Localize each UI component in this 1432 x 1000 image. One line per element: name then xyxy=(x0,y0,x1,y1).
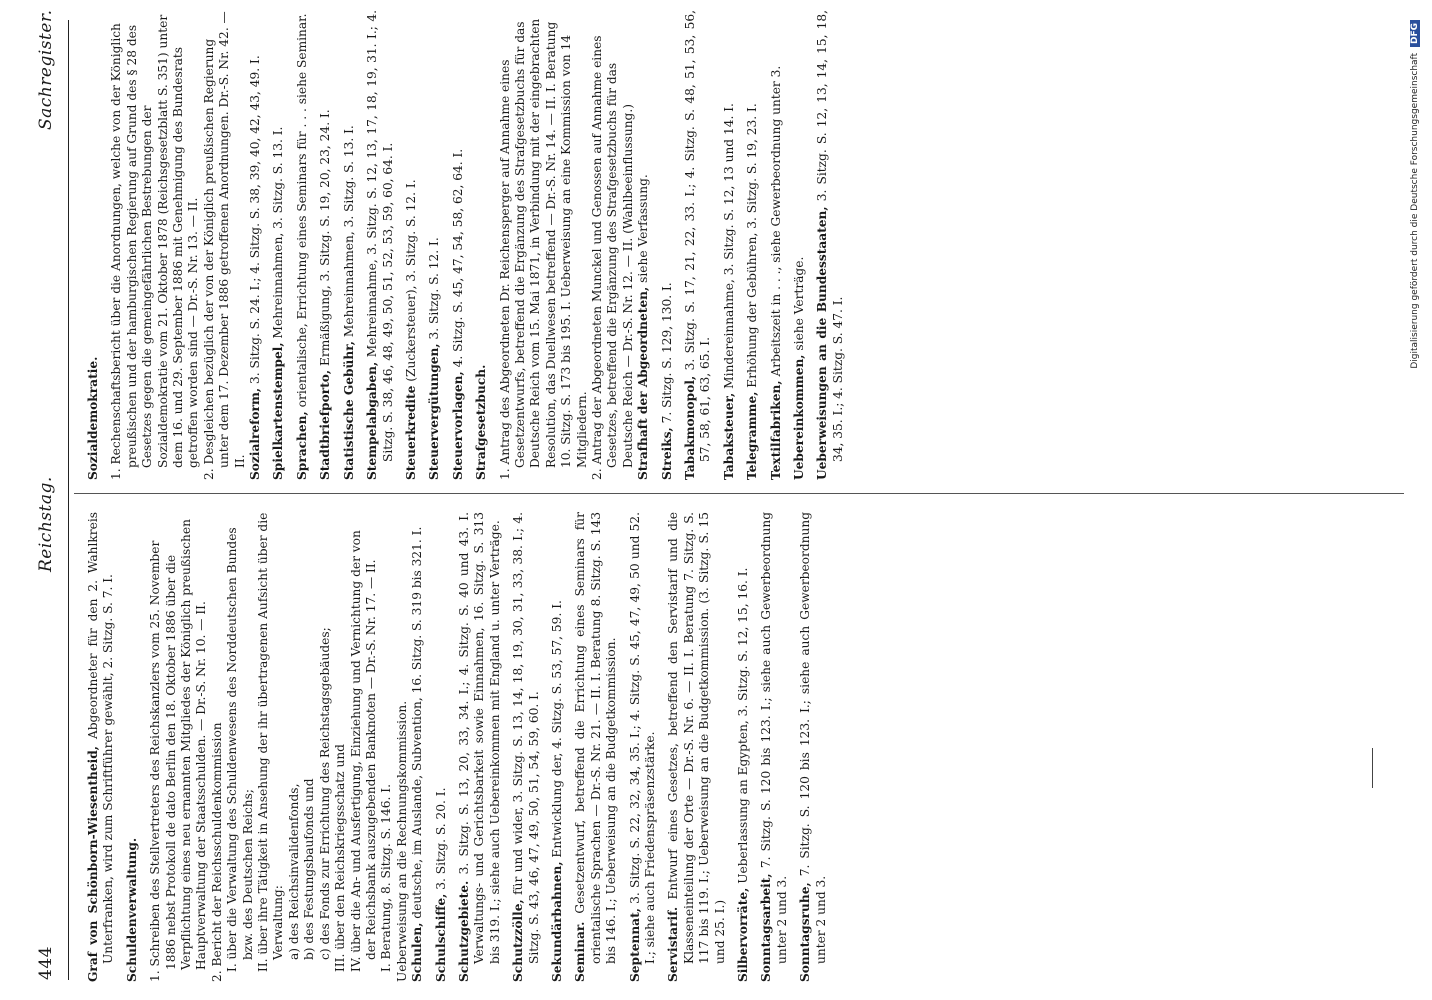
entry-keyword: Ueberweisungen an die Bundesstaaten, xyxy=(815,206,830,480)
entry-text: Mehreinnahme, 3. Sitzg. S. 12, 13, 17, 18, 19, 31. I.; 4. Sitzg. S. 38, 46, 48, 49, 50, 51, 52, 53, 59, 60, 64. I. xyxy=(365,10,395,462)
index-entry xyxy=(256,512,287,982)
entry-keyword: Tabaksteuer, xyxy=(721,392,736,480)
left-column xyxy=(86,512,837,982)
index-entry xyxy=(792,10,807,480)
entry-keyword: Tabakmonopol, xyxy=(683,375,697,480)
entry-text: 7. Sitzg. S. 120 bis 123. I.; siehe auch Gewerbeordnung unter 2 und 3. xyxy=(759,512,789,964)
entry-text: 3. Sitzg. S. 12. I. xyxy=(427,237,442,344)
entry-keyword: Sekundärbahnen, xyxy=(549,861,564,982)
index-entry xyxy=(628,512,659,982)
entry-keyword: Strafgesetzbuch. xyxy=(474,364,489,480)
entry-text: Abgeordneter für den 2. Wahlkreis Unterfranken, wird zum Schriftführer gewählt, 2. Sitzg. S. 7. I. xyxy=(86,512,116,964)
index-entry xyxy=(202,10,248,480)
index-entry xyxy=(302,512,317,982)
index-entry xyxy=(736,512,751,982)
entry-text: siehe Verträge. xyxy=(792,256,807,355)
entry-text: Erhöhung der Gebühren, 3. Sitzg. S. 19, 23. I. xyxy=(745,103,760,392)
index-entry xyxy=(379,512,394,982)
entry-keyword: Spielkartenstempel, xyxy=(271,342,286,480)
index-entry xyxy=(410,512,425,982)
entry-text: c) des Fonds zur Errichtung des Reichstagsgebäudes; xyxy=(317,627,332,960)
index-entry xyxy=(125,512,140,982)
entry-keyword: Schutzzölle, xyxy=(511,899,526,982)
index-entry xyxy=(109,10,201,480)
index-entry xyxy=(342,10,357,480)
entry-keyword: Septennat, xyxy=(627,908,642,982)
entry-keyword: Stadtbriefporto, xyxy=(318,369,333,480)
entry-text: 3. Sitzg. S. 17, 21, 22, 33. I.; 4. Sitzg. S. 48, 51, 53, 56, 57, 58, 61, 63, 65. I. xyxy=(683,10,713,462)
digitization-note xyxy=(1410,0,1420,1000)
entry-keyword: Servistarif. xyxy=(666,906,681,982)
entry-text: 3. Sitzg. S. 24. I.; 4. Sitzg. S. 38, 39, 40, 42, 43, 49. I. xyxy=(248,55,263,388)
entry-text: I. über die Verwaltung des Schuldenwesens des Norddeutschen Bundes bzw. des Deutschen Reichs; xyxy=(225,527,255,972)
entry-text: 3. Sitzg. S. 20. I. xyxy=(433,787,448,894)
index-entry xyxy=(666,512,728,982)
index-entry xyxy=(86,10,101,480)
entry-keyword: Steuervergütungen, xyxy=(427,343,442,480)
index-entry xyxy=(745,10,760,480)
index-entry xyxy=(318,512,333,982)
entry-text: für und wider, 3. Sitzg. S. 13, 14, 18, 19, 30, 31, 33, 38. I.; 4. Sitzg. S. 43, 46, 47, 49, 50, 51, 54, 59, 60. I. xyxy=(511,512,541,964)
entry-text: deutsche, im Auslande, Subvention, 16. Sitzg. S. 319 bis 321. I. xyxy=(410,526,425,923)
index-entry xyxy=(636,10,651,480)
entry-text: Mehreinnahmen, 3. Sitzg. S. 13. I. xyxy=(341,125,356,341)
entry-keyword: Sonntagsarbeit, xyxy=(759,873,774,982)
index-entry xyxy=(451,10,466,480)
entry-text: Entwurf eines Gesetzes, betreffend den Servistarif und die Klasseneinteilung der Orte — Dr.-S. Nr. 6. — II. I. Beratung 7. Sitzg. S. 117 bis 119. I.; Ueberweisung an die Budgetkommission. (3. Sitzg. S. 15 und 25. I.) xyxy=(666,512,727,964)
entry-text: Mehreinnahmen, 3. Sitzg. S. 13. I. xyxy=(271,126,286,343)
index-entry xyxy=(815,10,846,480)
running-title: Reichstag. xyxy=(36,476,56,572)
entry-keyword: Uebereinkommen, xyxy=(792,354,807,480)
entry-text: 1. Schreiben des Stellvertreters des Reichskanzlers vom 25. November 1886 nebst Protokoll de dato Berlin den 18. Oktober 1886 über die Verpflichtung eines neu ernannten Mitgliedes der Königlich preußischen Hauptverwaltung der Staatsschulden. — Dr.-S. Nr. 10. — II. xyxy=(148,519,209,982)
entry-text: 3. Sitzg. S. 13, 20, 33, 34. I.; 4. Sitzg. S. 40 und 43. I. Verwaltungs- und Gerichtsbarkeit sowie Einnahmen, 16. Sitzg. S. 313 bis 319. I.; siehe auch Uebereinkommen mit England u. unter Verträge. xyxy=(456,512,502,964)
column-divider xyxy=(74,493,1404,494)
index-entry xyxy=(248,10,263,480)
index-entry xyxy=(349,512,380,982)
index-entry xyxy=(769,10,784,480)
index-entry xyxy=(573,512,619,982)
entry-text: 1. Rechenschaftsbericht über die Anordnungen, welche von der Königlich preußischen und der hamburgischen Regierung auf Grund des § 28 des Gesetzes gegen die gemeingefährlichen Bestrebungen der Sozialdemokratie vom 21. Oktober 1878 (Reichsgesetzblatt S. 351) unter dem 16. und 29. September 1886 mit Genehmigung des Bundesrats getroffen worden sind — Dr.-S. Nr. 13. — II. xyxy=(109,14,201,480)
entry-keyword: Seminar. xyxy=(573,921,588,982)
index-entry xyxy=(333,512,348,982)
index-entry xyxy=(457,512,503,982)
entry-keyword: Strafhaft der Abgeordneten, xyxy=(636,286,651,480)
index-entry xyxy=(287,512,302,982)
entry-text: Ueberweisung an die Rechnungskommission. xyxy=(394,700,409,982)
entry-text: III. über den Reichskriegsschatz und xyxy=(333,744,348,972)
entry-text: Gesetzentwurf, betreffend die Errichtung eines Seminars für orientalische Sprachen — Dr.-S. Nr. 21. — II. I. Beratung 8. Sitzg. S. 143 bis 146. I.; Ueberweisung an die Budgetkommission. xyxy=(573,512,619,964)
entry-text: Mindereinnahme, 3. Sitzg. S. 12, 13 und 14. I. xyxy=(721,103,736,393)
index-entry xyxy=(148,512,210,982)
digitization-text: Digitalisierung gefördert durch die Deutsche Forschungsgemeinschaft xyxy=(1410,52,1420,369)
entry-text: 2. Antrag der Abgeordneten Munckel und Genossen auf Annahme eines Gesetzes, betreffend die Ergänzung des Strafgesetzbuchs für das Deutsche Reich — Dr.-S. Nr. 12. — II. (Wahlbeeinflussung.) xyxy=(589,35,635,480)
index-entry xyxy=(404,10,419,480)
entry-keyword: Stempelabgaben, xyxy=(365,361,380,480)
header-rule xyxy=(68,20,69,980)
index-entry xyxy=(225,512,256,982)
index-entry xyxy=(759,512,790,982)
entry-keyword: Sozialreform, xyxy=(248,387,263,480)
scan-mark xyxy=(1372,748,1373,788)
entry-keyword: Streiks, xyxy=(659,427,674,480)
entry-text: 3. Sitzg. S. 22, 32, 34, 35. I.; 4. Sitzg. S. 45, 47, 49, 50 und 52. I.; siehe auch Friedenspräsenzstärke. xyxy=(627,512,657,964)
index-entry xyxy=(798,512,829,982)
entry-text: Arbeitszeit in . . ., siehe Gewerbeordnung unter 3. xyxy=(768,65,783,381)
index-entry xyxy=(550,512,565,982)
entry-text: I. Beratung, 8. Sitzg. S. 146. I. xyxy=(379,784,394,972)
index-entry xyxy=(271,10,286,480)
entry-keyword: Sprachen, xyxy=(294,411,309,480)
dfg-badge: DFG xyxy=(1410,20,1420,47)
entry-text: orientalische, Errichtung eines Seminars für . . . siehe Seminar. xyxy=(294,13,309,412)
entry-text: II. über ihre Tätigkeit in Ansehung der ihr übertragenen Aufsicht über die Verwaltung: xyxy=(256,512,286,972)
page-header xyxy=(30,8,64,992)
entry-keyword: Steuerkredite xyxy=(403,385,418,480)
entry-keyword: Statistische Gebühr, xyxy=(341,340,356,480)
entry-text: 1. Antrag des Abgeordneten Dr. Reichensperger auf Annahme eines Gesetzentwurfs, betreffend die Ergänzung des Strafgesetzbuchs für das Deutsche Reich vom 15. Mai 1871, in Verbindung mit der eingebrachten Resolution, das Duellwesen betreffend — Dr.-S. Nr. 14. — II. I. Beratung 10. Sitzg. S. 173 bis 195. I. Ueberweisung an eine Kommission von 14 Mitgliedern. xyxy=(497,18,589,480)
index-entry xyxy=(295,10,310,480)
index-entry xyxy=(660,10,675,480)
entry-keyword: Steuervorlagen, xyxy=(450,371,465,480)
entry-text: 7. Sitzg. S. 129, 130. I. xyxy=(659,282,674,428)
entry-keyword: Schulschiffe, xyxy=(433,893,448,982)
entry-text: IV. über die An- und Ausfertigung, Einziehung und Vernichtung der von der Reichsbank auszugebenden Banknoten — Dr.-S. Nr. 17. — II. xyxy=(348,530,378,972)
entry-text: a) des Reichsinvalidenfonds, xyxy=(286,783,301,960)
index-entry xyxy=(210,512,225,982)
page-number: 444 xyxy=(36,946,56,980)
right-column xyxy=(86,10,854,480)
entry-keyword: Sozialdemokratie. xyxy=(86,356,100,480)
entry-text: siehe Verfassung. xyxy=(636,174,651,287)
index-entry xyxy=(474,10,489,480)
entry-text: 7. Sitzg. S. 120 bis 123. I.; siehe auch Gewerbeordnung unter 2 und 3. xyxy=(798,512,828,964)
entry-keyword: Schuldenverwaltung. xyxy=(124,837,139,982)
entry-keyword: Graf von Schönborn-Wiesentheid, xyxy=(86,745,100,982)
entry-keyword: Schulen, xyxy=(410,922,425,982)
entry-keyword: Silbervorräte, xyxy=(736,887,751,982)
entry-keyword: Sonntagsruhe, xyxy=(798,882,813,982)
index-entry xyxy=(318,10,333,480)
index-entry xyxy=(511,512,542,982)
entry-keyword: Schutzgebiete. xyxy=(456,880,471,982)
index-entry xyxy=(498,10,590,480)
entry-keyword: Textilfabriken, xyxy=(768,380,783,480)
index-entry xyxy=(683,10,714,480)
entry-text: 2. Desgleichen bezüglich der von der Königlich preußischen Regierung unter dem 17. Dezember 1886 getroffenen Anordnungen. Dr.-S. Nr. 42. — II. xyxy=(201,11,247,480)
index-entry xyxy=(590,10,636,480)
entry-text: b) des Festungsbaufonds und xyxy=(302,778,317,960)
index-entry xyxy=(86,512,117,982)
section-title: Sachregister. xyxy=(36,9,56,130)
entry-text: (Zuckersteuer), 3. Sitzg. S. 12. I. xyxy=(403,179,418,386)
index-entry xyxy=(395,512,410,982)
index-entry xyxy=(434,512,449,982)
entry-text: Ueberlassung an Egypten, 3. Sitzg. S. 12, 15, 16. I. xyxy=(736,567,751,888)
index-entry xyxy=(365,10,396,480)
entry-text: Ermäßigung, 3. Sitzg. S. 19, 20, 23, 24. I. xyxy=(318,109,333,370)
entry-text: Entwicklung der, 4. Sitzg. S. 53, 57, 59. I. xyxy=(549,600,564,862)
index-entry xyxy=(427,10,442,480)
entry-text: 4. Sitzg. S. 45, 47, 54, 58, 62, 64. I. xyxy=(450,148,465,372)
entry-keyword: Telegramme, xyxy=(745,391,760,480)
entry-text: 2. Bericht der Reichsschuldenkommission xyxy=(209,722,224,982)
entry-text: 3. Sitzg. S. 12, 13, 14, 15, 18, 34, 35. I.; 4. Sitzg. S. 47. I. xyxy=(815,9,845,462)
index-entry xyxy=(722,10,737,480)
